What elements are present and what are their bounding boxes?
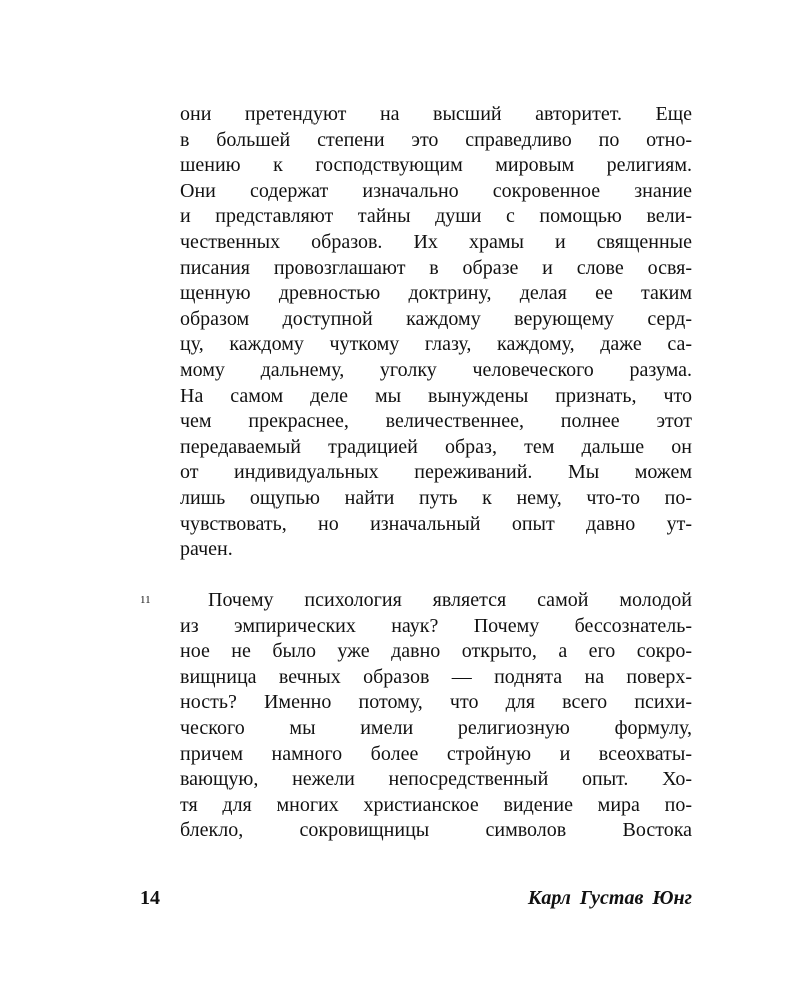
text-line: в большей степени это справедливо по отно- [180, 128, 692, 151]
text-line: чем прекраснее, величественнее, полнее этот [180, 410, 692, 433]
paragraph-1 [180, 102, 692, 563]
text-line: вающую, нежели непосредственный опыт. Хо- [180, 768, 692, 791]
paragraph-number: 11 [140, 594, 151, 606]
text-line: цу, каждому чуткому глазу, каждому, даже са- [180, 333, 692, 356]
text-line: писания провозглашают в образе и слове освя- [180, 256, 692, 279]
text-line: чественных образов. Их храмы и священные [180, 230, 692, 253]
text-line: тя для многих христианское видение мира по- [180, 793, 692, 816]
text-line: блекло, сокровищницы символов Востока [180, 819, 692, 842]
running-footer-author: Карл Густав Юнг [527, 887, 692, 909]
text-line: рачен. [180, 538, 233, 561]
text-line: ность? Именно потому, что для всего психи- [180, 691, 692, 714]
text-line: и представляют тайны души с помощью вели- [180, 205, 692, 228]
text-line: чувствовать, но изначальный опыт давно ут- [180, 512, 692, 535]
text-line: из эмпирических наук? Почему бессознатель- [180, 614, 692, 637]
text-line: причем намного более стройную и всеохваты- [180, 742, 692, 765]
text-line: передаваемый традицией образ, тем дальше он [180, 435, 692, 458]
text-line: щенную древностью доктрину, делая ее таким [180, 282, 692, 305]
text-line: ческого мы имели религиозную формулу, [180, 716, 692, 739]
page-number: 14 [140, 887, 160, 909]
text-line: шению к господствующим мировым религиям. [180, 154, 692, 177]
text-line: от индивидуальных переживаний. Мы можем [180, 461, 692, 484]
text-line: Они содержат изначально сокровенное знание [180, 179, 692, 202]
text-line: Почему психология является самой молодой [208, 589, 692, 611]
text-line: образом доступной каждому верующему серд- [180, 307, 692, 330]
text-line: мому дальнему, уголку человеческого разума. [180, 358, 692, 381]
text-line: На самом деле мы вынуждены признать, что [180, 384, 692, 407]
text-line: ное не было уже давно открыто, а его сокро- [180, 640, 692, 663]
text-line: они претендуют на высший авторитет. Еще [180, 103, 692, 125]
text-line: вищница вечных образов — поднята на поверх- [180, 665, 692, 688]
paragraph-2 [180, 588, 692, 844]
text-line: лишь ощупью найти путь к нему, что-то по- [180, 486, 692, 509]
